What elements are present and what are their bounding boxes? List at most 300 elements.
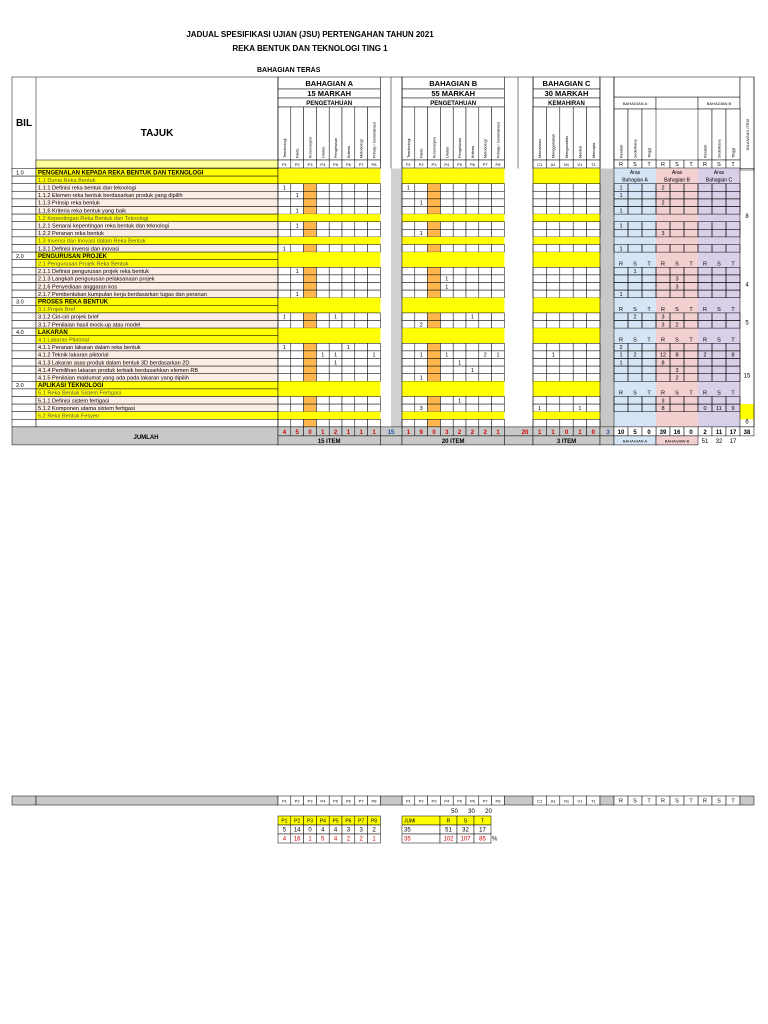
grid-cell	[428, 191, 441, 199]
grid-cell	[573, 290, 586, 298]
topic-heading: APLIKASI TEKNOLOGI	[38, 383, 104, 390]
grid-cell	[573, 222, 586, 230]
count-value: 1	[334, 360, 338, 367]
jumlah-b-total: 20	[521, 429, 529, 436]
grid-cell	[368, 321, 381, 329]
grid-cell	[316, 359, 329, 367]
items-c: 3 ITEM	[556, 438, 577, 445]
subtopic-heading: 4.1 Lakaran Piktorial	[38, 337, 89, 344]
bottom-gap	[740, 796, 754, 805]
grid-cell	[428, 374, 441, 382]
grid-cell	[492, 245, 505, 253]
rc-value: 9	[731, 405, 735, 412]
grid-cell	[304, 229, 317, 237]
grid-cell	[278, 191, 291, 199]
grid-cell	[278, 321, 291, 329]
bottom-code: N1	[563, 798, 570, 804]
grid-cell	[304, 343, 317, 351]
grid-cell	[402, 366, 415, 374]
grid-cell	[533, 351, 546, 359]
grid-cell	[492, 321, 505, 329]
grid-cell	[342, 366, 355, 374]
count-value: 1	[282, 314, 286, 321]
grid-cell	[304, 366, 317, 374]
ra-value: 1	[619, 185, 623, 192]
code-row-yellow	[36, 160, 278, 168]
yellow-band	[402, 260, 504, 268]
rst-code: T	[731, 162, 735, 168]
grid-cell	[533, 366, 546, 374]
grid-cell	[415, 397, 428, 405]
grid-cell	[329, 267, 342, 275]
grid-cell	[573, 343, 586, 351]
bottom-gap	[380, 796, 402, 805]
grid-cell	[560, 374, 573, 382]
rst-repeat: R	[661, 390, 665, 397]
code-label: P1	[281, 162, 287, 167]
rc-value: 0	[703, 405, 707, 412]
grid-cell	[355, 283, 368, 291]
grid-cell	[402, 222, 415, 230]
grid-cell	[415, 222, 428, 230]
grid-cell	[428, 245, 441, 253]
rst-repeat: R	[619, 337, 623, 344]
grid-cell	[304, 321, 317, 329]
grid-cell	[453, 207, 466, 215]
tajuk-cell	[36, 328, 278, 336]
topic-item: 5.1.1 Definisi sistem fertigasi	[38, 398, 110, 405]
grid-cell	[533, 275, 546, 283]
grid-cell	[368, 191, 381, 199]
grid-cell	[415, 359, 428, 367]
bottom-rst-label: R	[703, 798, 707, 805]
grid-cell	[440, 207, 453, 215]
yellow-band	[533, 260, 600, 268]
grid-cell	[587, 222, 600, 230]
summary-count: 3	[359, 827, 363, 834]
grid-cell	[587, 290, 600, 298]
ra-value: 1	[619, 193, 623, 200]
bil-cell	[12, 389, 36, 397]
grid-cell	[342, 404, 355, 412]
grid-cell	[440, 366, 453, 374]
yellow-band	[402, 336, 504, 344]
grid-cell	[355, 207, 368, 215]
grid-cell	[560, 207, 573, 215]
count-value: 1	[470, 367, 474, 374]
grid-cell	[573, 229, 586, 237]
grid-cell	[492, 199, 505, 207]
yellow-band	[278, 412, 380, 420]
grid-cell	[304, 374, 317, 382]
grid-cell	[560, 419, 573, 427]
bil-cell	[12, 214, 36, 222]
grid-cell	[573, 351, 586, 359]
grid-cell	[402, 267, 415, 275]
topic-item: 2.1.6 Penyediaan anggaran kos	[38, 284, 117, 291]
grid-cell	[355, 351, 368, 359]
grid-cell	[492, 229, 505, 237]
grid-cell	[355, 290, 368, 298]
summary-top-number: 20	[485, 809, 492, 815]
grid-cell	[329, 191, 342, 199]
grid-cell	[355, 184, 368, 192]
bottom-code: P7	[482, 798, 488, 804]
grid-cell	[573, 283, 586, 291]
grid-cell	[329, 419, 342, 427]
grid-cell	[560, 359, 573, 367]
grid-cell	[415, 184, 428, 192]
grid-cell	[453, 245, 466, 253]
grid-cell	[546, 229, 559, 237]
yellow-band	[278, 169, 380, 177]
grid-cell	[587, 275, 600, 283]
rst-repeat: R	[661, 337, 665, 344]
grid-cell	[402, 191, 415, 199]
topic-item: 4.1.3 Lakaran asas produk dalam bentuk 3D berdasarkan 2D	[38, 360, 190, 367]
bil-cell	[12, 336, 36, 344]
jumlah-rc: 11	[715, 429, 723, 436]
grid-cell	[342, 397, 355, 405]
grid-cell	[492, 397, 505, 405]
jumlah-b-value: 3	[445, 429, 449, 436]
bil-cell	[12, 313, 36, 321]
c-col-label: Memahami	[538, 139, 543, 158]
grid-cell	[415, 191, 428, 199]
summary-rst-header: T	[480, 818, 485, 825]
bil-cell	[12, 207, 36, 215]
grid-cell	[466, 351, 479, 359]
jumlah-rb: 0	[689, 429, 693, 436]
grid-cell	[329, 283, 342, 291]
grid-cell	[368, 245, 381, 253]
grid-cell	[466, 184, 479, 192]
topic-item: 2.1.3 Langkah pengurusan pelaksanaan projek	[38, 276, 155, 283]
grid-cell	[278, 366, 291, 374]
grid-cell	[466, 290, 479, 298]
bilangan-value: 8	[745, 214, 749, 221]
grid-cell	[587, 184, 600, 192]
grid-cell	[304, 207, 317, 215]
grid-cell	[428, 290, 441, 298]
grid-cell	[453, 184, 466, 192]
grid-cell	[402, 290, 415, 298]
grid-cell	[329, 321, 342, 329]
grid-cell	[428, 366, 441, 374]
bottom-code: P5	[457, 798, 463, 804]
bottom-code: P4	[444, 798, 450, 804]
bil-cell	[12, 222, 36, 230]
summary-rst-count: 17	[479, 827, 486, 834]
grid-cell	[546, 267, 559, 275]
grid-cell	[466, 222, 479, 230]
below-number: 17	[729, 438, 737, 445]
yellow-band	[533, 214, 600, 222]
summary-count: 0	[308, 827, 312, 834]
grid-cell	[304, 359, 317, 367]
grid-cell	[533, 290, 546, 298]
jumlah-ra: 10	[617, 429, 625, 436]
grid-cell	[316, 313, 329, 321]
topic-item: 2.1.1 Definisi pengurusan projek reka bentuk	[38, 269, 150, 276]
yellow-band	[533, 412, 600, 420]
bottom-strip-bil	[12, 796, 36, 805]
grid-cell	[329, 275, 342, 283]
rb-value: 3	[661, 322, 665, 329]
rst-code: R	[619, 162, 623, 168]
grid-cell	[546, 245, 559, 253]
rst-repeat: T	[647, 307, 651, 314]
grid-cell	[291, 374, 304, 382]
grid-cell	[355, 245, 368, 253]
grid-cell	[304, 419, 317, 427]
jumlah-b-value: 2	[483, 429, 487, 436]
summary-percent: 4	[282, 836, 287, 843]
grid-cell	[291, 404, 304, 412]
summary-count: 4	[321, 827, 325, 834]
bil-header: BIL	[15, 118, 33, 129]
grid-cell	[304, 222, 317, 230]
jumlah-label: JUMLAH	[133, 434, 159, 441]
summary-percent: 1	[308, 836, 312, 843]
summary-top-number: 30	[468, 809, 475, 815]
rst-code: S	[675, 162, 679, 168]
tajuk-cell	[36, 419, 278, 427]
rst-repeat: S	[675, 337, 679, 344]
grid-cell	[587, 397, 600, 405]
grid-cell	[428, 222, 441, 230]
grid-cell	[440, 397, 453, 405]
grid-cell	[428, 343, 441, 351]
yellow-band	[533, 176, 600, 184]
grid-cell	[329, 374, 342, 382]
section-markah-b: 55 MARKAH	[431, 89, 476, 98]
yellow-band	[533, 237, 600, 245]
grid-cell	[479, 245, 492, 253]
grid-cell	[402, 374, 415, 382]
grid-cell	[278, 374, 291, 382]
grid-cell	[453, 351, 466, 359]
count-value: 1	[470, 314, 474, 321]
bil-cell	[12, 359, 36, 367]
grid-cell	[560, 191, 573, 199]
summary-rst-percent: 85	[479, 836, 486, 843]
grid-cell	[492, 290, 505, 298]
grid-cell	[415, 207, 428, 215]
grid-cell	[546, 275, 559, 283]
bottom-code: P1	[281, 798, 287, 804]
grid-cell	[316, 199, 329, 207]
count-value: 3	[419, 405, 423, 412]
aras-sub-label: Bahagian A	[622, 177, 648, 184]
grid-cell	[355, 275, 368, 283]
bahagian-b-small: BAHAGIAN B	[706, 101, 732, 106]
grid-cell	[546, 343, 559, 351]
grid-cell	[342, 359, 355, 367]
grid-cell	[560, 343, 573, 351]
a-col-label: Prinsip / Generalisasi	[372, 122, 377, 158]
bil-cell	[12, 275, 36, 283]
gap-col-2	[504, 169, 533, 427]
count-value: 1	[458, 398, 462, 405]
code-label: P3	[431, 162, 437, 167]
grid-cell	[342, 351, 355, 359]
grid-cell	[560, 283, 573, 291]
topic-item: 4.1.4 Pemilihan lakaran produk terbaik berdasarkkan elemen RB	[38, 367, 199, 374]
grid-cell	[342, 199, 355, 207]
yellow-band	[533, 252, 600, 260]
grid-cell	[342, 419, 355, 427]
grid-cell	[560, 321, 573, 329]
grid-cell	[342, 283, 355, 291]
bottom-code: P3	[307, 798, 313, 804]
grid-cell	[453, 222, 466, 230]
topic-item: 3.1.7 Penilaian hasil mock-up atau model	[38, 322, 141, 329]
a-col-label: Konvensyen	[308, 137, 313, 158]
bilangan-value: 4	[745, 282, 749, 289]
rst-repeat: R	[619, 307, 623, 314]
subtopic-heading: 5.2 Reka Bentuk Fesyen	[38, 413, 100, 420]
grid-cell	[316, 366, 329, 374]
grid-cell	[291, 321, 304, 329]
b-col-label: Metodologi	[483, 139, 488, 158]
yellow-band	[278, 381, 380, 389]
bil-cell	[12, 237, 36, 245]
grid-cell	[573, 267, 586, 275]
rst-repeat: S	[633, 390, 637, 397]
grid-cell	[329, 343, 342, 351]
grid-cell	[573, 359, 586, 367]
grid-cell	[316, 397, 329, 405]
count-value: 2	[419, 322, 423, 329]
header-frame	[12, 77, 278, 170]
code-label: V1	[577, 162, 583, 167]
rst-repeat: R	[703, 261, 707, 268]
grid-cell	[316, 229, 329, 237]
yellow-band	[533, 328, 600, 336]
grid-cell	[402, 229, 415, 237]
grid-cell	[546, 366, 559, 374]
ra-value: 1	[619, 223, 623, 230]
bahagian-teras-label: BAHAGIAN TERAS	[257, 67, 321, 74]
code-label: P3	[307, 162, 313, 167]
count-value: 1	[334, 314, 338, 321]
code-label: N1	[563, 162, 570, 167]
count-value: 1	[295, 208, 299, 215]
jumlah-rb: 39	[659, 429, 667, 436]
grid-cell	[453, 275, 466, 283]
code-label: P1	[405, 162, 411, 167]
count-value: 2	[483, 352, 487, 359]
grid-cell	[415, 245, 428, 253]
summary-count: 4	[333, 827, 338, 834]
grid-cell	[316, 290, 329, 298]
grid-cell	[415, 283, 428, 291]
b-col-label: Konvensyen	[432, 137, 437, 158]
count-value: 1	[295, 269, 299, 276]
grid-cell	[440, 374, 453, 382]
bottom-code: P3	[431, 798, 437, 804]
bottom-code: P2	[294, 798, 300, 804]
a-col-label: Metodologi	[359, 139, 364, 158]
bil-cell	[12, 267, 36, 275]
grid-cell	[546, 359, 559, 367]
grid-cell	[453, 366, 466, 374]
grid-cell	[278, 199, 291, 207]
jumlah-cell	[504, 427, 533, 436]
jumlah-a-value: 5	[295, 429, 299, 436]
grid-cell	[479, 229, 492, 237]
grid-cell	[368, 184, 381, 192]
gap-header-3	[600, 77, 614, 170]
section-sub-b: PENGETAHUAN	[430, 101, 477, 107]
rb-value: 3	[675, 276, 679, 283]
rb-value: 12	[659, 352, 667, 359]
grid-cell	[560, 199, 573, 207]
bottom-code: P1	[405, 798, 411, 804]
grid-cell	[428, 283, 441, 291]
yellow-band	[402, 381, 504, 389]
grid-cell	[479, 184, 492, 192]
jumlah-rc: 17	[729, 429, 737, 436]
jumlah-b-value: 9	[419, 429, 423, 436]
grid-cell	[492, 222, 505, 230]
jumlah-c-total: 3	[606, 429, 610, 436]
rb-value: 3	[661, 231, 665, 238]
grid-cell	[428, 359, 441, 367]
grid-cell	[291, 275, 304, 283]
grid-cell	[492, 366, 505, 374]
code-label: T1	[590, 162, 596, 167]
b-col-label: Terminologi	[406, 138, 411, 158]
grid-cell	[466, 191, 479, 199]
grid-cell	[304, 191, 317, 199]
bil-cell	[12, 343, 36, 351]
grid-cell	[492, 419, 505, 427]
below-bahagian-b: BAHAGIAN B	[664, 438, 690, 444]
count-value: 1	[295, 193, 299, 200]
rst-code: T	[689, 162, 693, 168]
ra-value: 1	[619, 360, 623, 367]
grid-cell	[291, 366, 304, 374]
grid-cell	[479, 267, 492, 275]
count-value: 1	[445, 352, 449, 359]
grid-cell	[304, 184, 317, 192]
bahagian-a-small: BAHAGIAN A	[622, 101, 648, 106]
grid-cell	[573, 313, 586, 321]
grid-cell	[453, 404, 466, 412]
grid-cell	[533, 222, 546, 230]
summary-header: P4	[319, 818, 326, 825]
grid-cell	[355, 313, 368, 321]
bil-cell	[12, 404, 36, 412]
jumlah-a-total: 15	[387, 429, 395, 436]
grid-cell	[546, 313, 559, 321]
grid-cell	[492, 184, 505, 192]
grid-cell	[440, 229, 453, 237]
grid-cell	[316, 283, 329, 291]
rb-value: 3	[675, 284, 679, 291]
grid-cell	[329, 222, 342, 230]
grid-cell	[479, 374, 492, 382]
count-value: 1	[419, 231, 423, 238]
code-label: P2	[294, 162, 300, 167]
topic-item: 1.1.2 Elemen reka bentuk berdasarkan produk yang dipilih	[38, 193, 183, 200]
grid-cell	[342, 207, 355, 215]
count-value: 1	[419, 375, 423, 382]
count-value: 1	[419, 200, 423, 207]
grid-cell	[278, 359, 291, 367]
